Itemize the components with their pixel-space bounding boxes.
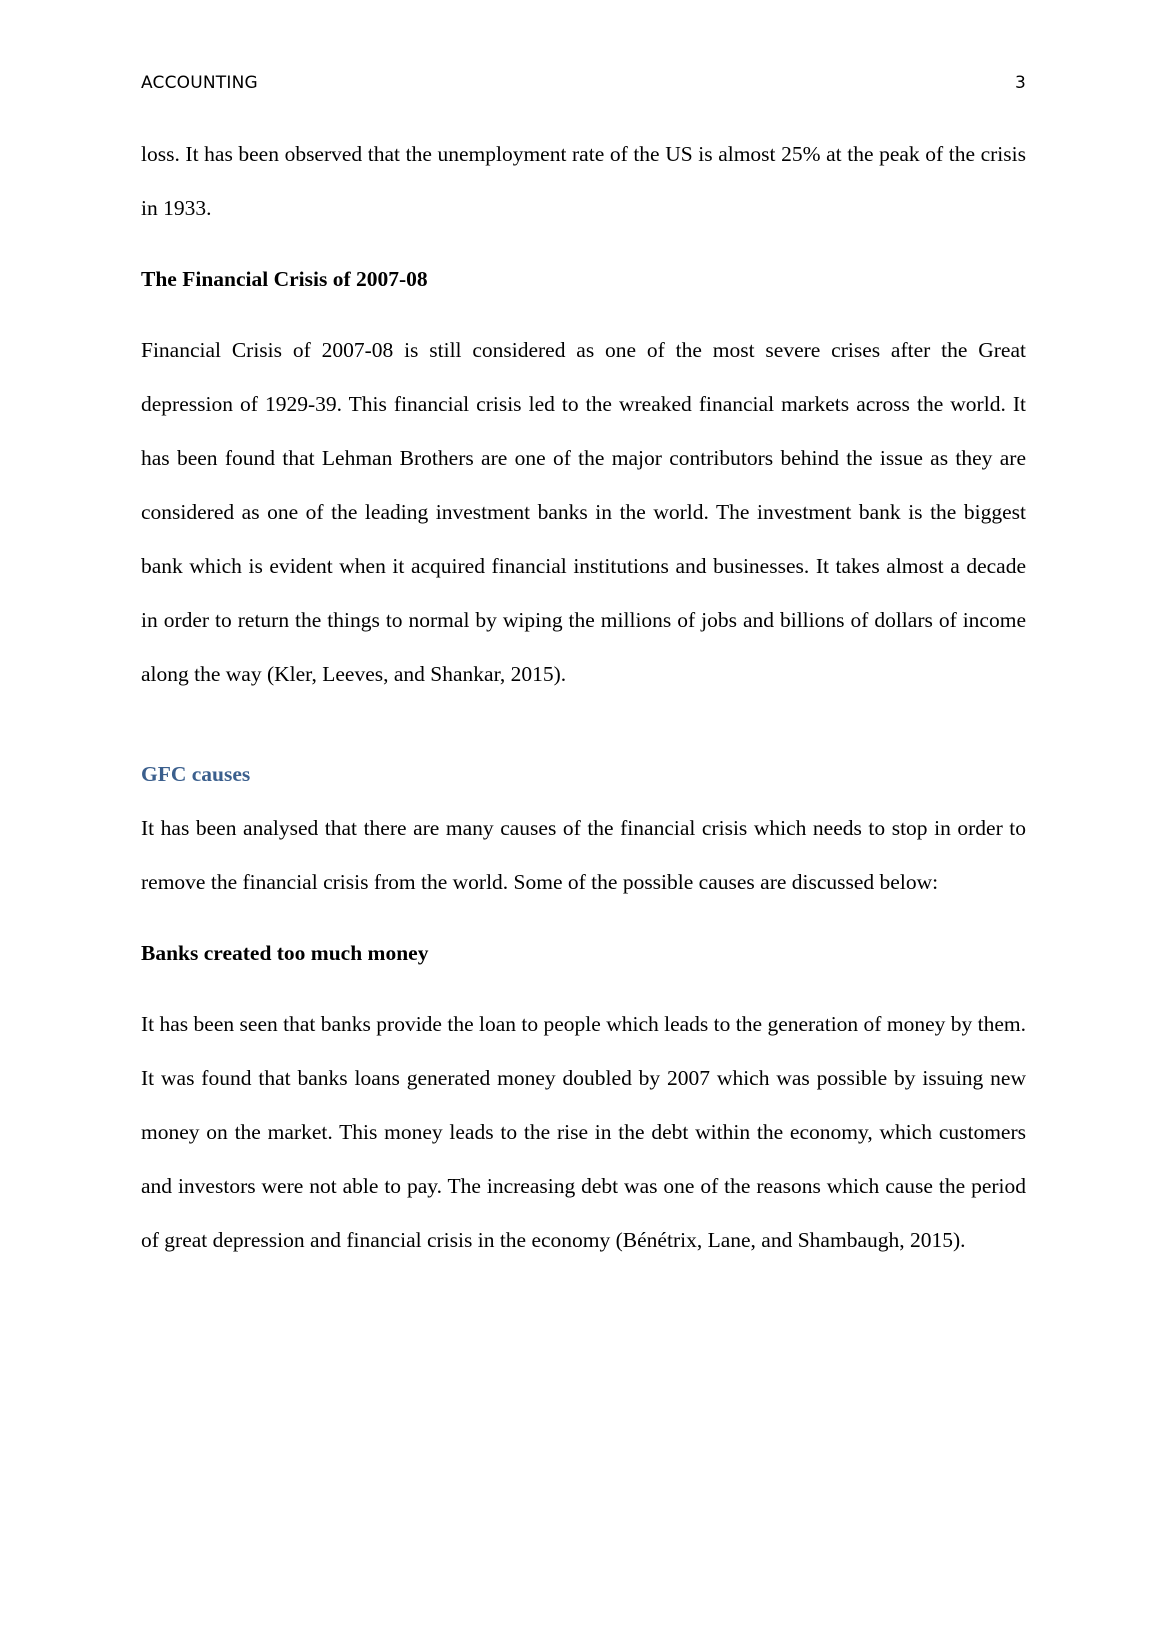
spacer (141, 306, 1026, 323)
running-title: ACCOUNTING (141, 73, 258, 93)
spacer (141, 701, 1026, 747)
spacer (141, 909, 1026, 926)
paragraph-banks-money: It has been seen that banks provide the loan to people which leads to the generation of money by them. It was found that banks loans generated money doubled by 2007 which was possible by issuing new money on the market. This money leads to the rise in the debt within the economy, which customers and investors were not able to pay. The increasing debt was one of the reasons which cause the period of great depression and financial crisis in the economy (Bénétrix, Lane, and Shambaugh, 2015). (141, 1012, 1026, 1252)
page-number: 3 (1014, 73, 1026, 93)
paragraph-financial-crisis: Financial Crisis of 2007-08 is still considered as one of the most severe crises after the Great depression of 1929-39. This financial crisis led to the wreaked financial markets across the world. It has been found that Lehman Brothers are one of the major contributors behind the issue as they are considered as one of the leading investment banks in the world. The investment bank is the biggest bank which is evident when it acquired financial institutions and businesses. It takes almost a decade in order to return the things to normal by wiping the millions of jobs and billions of dollars of income along the way (Kler, Leeves, and Shankar, 2015). (141, 338, 1026, 686)
spacer (141, 235, 1026, 252)
heading-financial-crisis: The Financial Crisis of 2007-08 (141, 267, 428, 291)
page-header (141, 70, 1026, 96)
paragraph-intro: loss. It has been observed that the unemployment rate of the US is almost 25% at the peak of the crisis in 1933. (141, 142, 1026, 220)
paragraph-gfc-causes: It has been analysed that there are many causes of the financial crisis which needs to stop in order to remove the financial crisis from the world. Some of the possible causes are discussed below: (141, 816, 1026, 894)
heading-gfc-causes: GFC causes (141, 762, 251, 786)
spacer (141, 980, 1026, 997)
heading-banks-money: Banks created too much money (141, 941, 429, 965)
page-body (141, 127, 1026, 1267)
